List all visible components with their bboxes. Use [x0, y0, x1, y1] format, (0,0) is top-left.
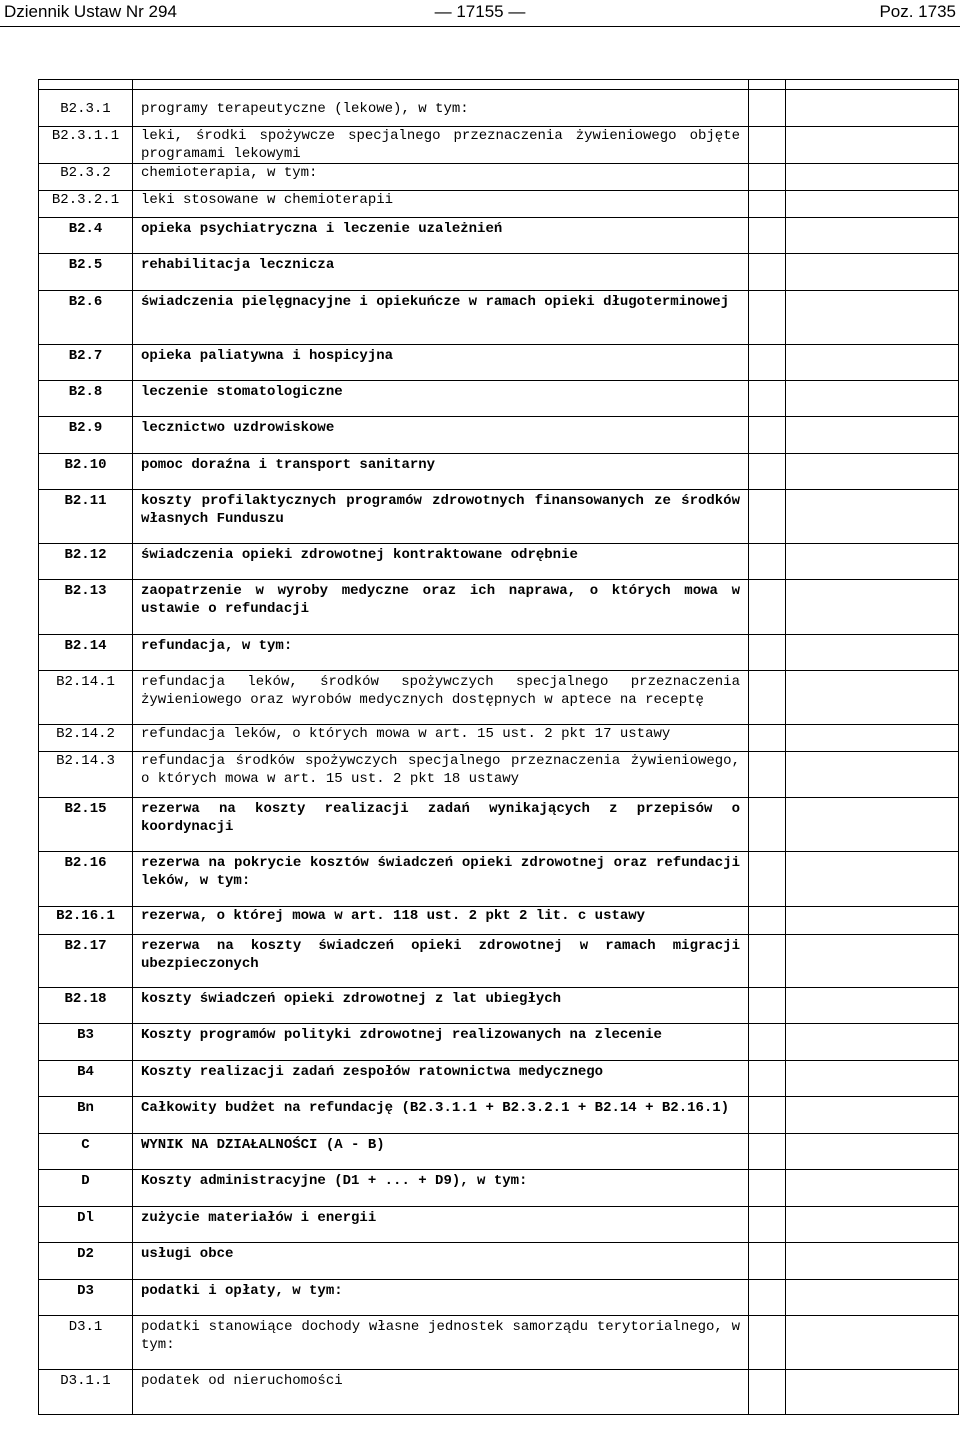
row-code-cell [39, 254, 133, 291]
table-row [39, 291, 959, 345]
table-row [39, 544, 959, 580]
table-row [39, 1243, 959, 1280]
row-description-cell [133, 164, 749, 191]
row-description-cell [133, 90, 749, 127]
page-header [0, 0, 960, 27]
row-code: Bn [77, 1100, 94, 1116]
empty-cell [786, 1207, 959, 1243]
row-description: rezerwa na koszty realizacji zadań wynikających z przepisów o koordynacji [141, 801, 740, 835]
row-description: rezerwa na koszty świadczeń opieki zdrowotnej w ramach migracji ubezpieczonych [141, 938, 740, 972]
empty-cell [786, 1316, 959, 1370]
empty-cell [749, 90, 786, 127]
row-description: rezerwa, o której mowa w art. 118 ust. 2 pkt 2 lit. c ustawy [141, 908, 646, 924]
table-row [39, 1280, 959, 1316]
empty-cell [749, 1097, 786, 1134]
empty-cell [749, 1280, 786, 1316]
empty-cell [749, 164, 786, 191]
empty-cell [749, 291, 786, 345]
table-row [39, 191, 959, 218]
row-code-cell [39, 90, 133, 127]
row-description-cell [133, 1207, 749, 1243]
empty-cell [749, 80, 786, 90]
empty-cell [786, 291, 959, 345]
empty-cell [786, 381, 959, 417]
row-code-cell [39, 580, 133, 635]
row-description: zaopatrzenie w wyroby medyczne oraz ich naprawa, o których mowa w ustawie o refundacji [141, 583, 740, 617]
row-description: usługi obce [141, 1246, 234, 1262]
table-row [39, 935, 959, 988]
row-code-cell [39, 454, 133, 490]
table-row [39, 254, 959, 291]
row-description-cell [133, 580, 749, 635]
empty-cell [749, 798, 786, 852]
empty-cell [786, 1280, 959, 1316]
row-code-cell [39, 635, 133, 671]
table-row [39, 90, 959, 127]
empty-cell [749, 752, 786, 798]
row-description-cell [133, 454, 749, 490]
row-description-cell [133, 1370, 749, 1415]
empty-cell [749, 580, 786, 635]
empty-cell [749, 254, 786, 291]
empty-cell [786, 127, 959, 164]
row-description: podatek od nieruchomości [141, 1373, 343, 1389]
empty-cell [749, 671, 786, 725]
row-code: C [81, 1137, 90, 1153]
row-code-cell [39, 1207, 133, 1243]
empty-cell [749, 1207, 786, 1243]
row-description: opieka psychiatryczna i leczenie uzależnień [141, 221, 503, 237]
row-code-cell [39, 191, 133, 218]
row-description-cell [133, 1134, 749, 1170]
row-code-cell [39, 1370, 133, 1415]
table-row [39, 1061, 959, 1097]
empty-cell [749, 490, 786, 544]
empty-cell [749, 544, 786, 580]
empty-cell [786, 1097, 959, 1134]
table-row [39, 417, 959, 454]
row-code: B2.3.2.1 [51, 192, 120, 208]
empty-cell [786, 417, 959, 454]
row-description-cell [133, 218, 749, 254]
row-code: B2.3.2 [60, 165, 111, 181]
table-body [39, 80, 959, 1415]
row-code: B2.6 [68, 294, 103, 310]
row-code-cell [39, 1170, 133, 1207]
row-description: zużycie materiałów i energii [141, 1210, 377, 1226]
row-code: D [81, 1173, 90, 1189]
table-row [39, 218, 959, 254]
empty-cell [786, 490, 959, 544]
row-code: B2.14.2 [56, 726, 115, 742]
row-code-cell [39, 725, 133, 752]
empty-cell [749, 907, 786, 935]
row-description-cell [133, 345, 749, 381]
empty-cell [786, 1134, 959, 1170]
empty-cell [786, 191, 959, 218]
row-description-cell [133, 381, 749, 417]
row-description: Całkowity budżet na refundację (B2.3.1.1 + B2.3.2.1 + B2.14 + B2.16.1) [141, 1100, 730, 1116]
position-number: Poz. 1735 [879, 2, 956, 21]
row-code-cell [39, 1061, 133, 1097]
row-description: pomoc doraźna i transport sanitarny [141, 457, 436, 473]
row-code: B2.11 [64, 493, 107, 509]
empty-cell [749, 1316, 786, 1370]
empty-cell [786, 1243, 959, 1280]
table-row [39, 80, 959, 90]
empty-cell [786, 1370, 959, 1415]
table-row [39, 164, 959, 191]
table-row [39, 381, 959, 417]
row-code: B2.5 [68, 257, 103, 273]
row-code: Dl [77, 1210, 94, 1226]
row-code: B2.12 [64, 547, 107, 563]
empty-cell [749, 345, 786, 381]
row-code-cell [39, 291, 133, 345]
row-description-cell [133, 1243, 749, 1280]
row-code: D3.1 [68, 1319, 103, 1335]
table-row [39, 1207, 959, 1243]
row-code: B2.18 [64, 991, 107, 1007]
row-description-cell [133, 935, 749, 988]
row-code: D3 [77, 1283, 94, 1299]
empty-cell [749, 218, 786, 254]
empty-cell [786, 907, 959, 935]
empty-cell [786, 1170, 959, 1207]
table-row [39, 127, 959, 164]
row-code: B2.3.1 [60, 101, 111, 117]
row-code-cell [39, 345, 133, 381]
empty-cell [786, 671, 959, 725]
row-description-cell [133, 291, 749, 345]
empty-cell [749, 725, 786, 752]
empty-cell [786, 635, 959, 671]
table-row [39, 907, 959, 935]
row-description-cell [133, 1316, 749, 1370]
empty-cell [749, 1024, 786, 1061]
row-description-cell [133, 1097, 749, 1134]
empty-cell [749, 454, 786, 490]
row-code-cell [39, 127, 133, 164]
row-description: rezerwa na pokrycie kosztów świadczeń opieki zdrowotnej oraz refundacji leków, w tym: [141, 855, 740, 889]
row-description: podatki i opłaty, w tym: [141, 1283, 343, 1299]
empty-cell [786, 580, 959, 635]
row-description: koszty świadczeń opieki zdrowotnej z lat ubiegłych [141, 991, 562, 1007]
empty-cell [749, 852, 786, 907]
empty-cell [786, 935, 959, 988]
row-description-cell [133, 1024, 749, 1061]
page-number: — 17155 — [434, 2, 526, 21]
row-code: B3 [77, 1027, 94, 1043]
row-description-cell [133, 490, 749, 544]
row-code-cell [39, 164, 133, 191]
empty-cell [786, 1061, 959, 1097]
empty-cell [786, 80, 959, 90]
row-description: refundacja, w tym: [141, 638, 293, 654]
table-row [39, 1370, 959, 1415]
row-code: B2.14.1 [56, 674, 115, 690]
row-description: lecznictwo uzdrowiskowe [141, 420, 335, 436]
table-row [39, 752, 959, 798]
empty-cell [749, 191, 786, 218]
row-description: WYNIK NA DZIAŁALNOŚCI (A - B) [141, 1137, 385, 1153]
row-code-cell [39, 852, 133, 907]
row-code-cell [39, 1024, 133, 1061]
row-description-cell [133, 1061, 749, 1097]
row-code-cell [39, 988, 133, 1024]
empty-cell [786, 345, 959, 381]
row-code-cell [39, 1280, 133, 1316]
row-description-cell [133, 671, 749, 725]
empty-cell [786, 852, 959, 907]
row-description-cell [133, 1170, 749, 1207]
row-code-cell [39, 752, 133, 798]
empty-cell [749, 635, 786, 671]
empty-cell [786, 544, 959, 580]
table-row [39, 1134, 959, 1170]
row-description: świadczenia opieki zdrowotnej kontraktowane odrębnie [141, 547, 578, 563]
row-code-cell [39, 490, 133, 544]
row-description: świadczenia pielęgnacyjne i opiekuńcze w ramach opieki długoterminowej [141, 294, 730, 310]
table-row [39, 635, 959, 671]
row-code-cell [39, 381, 133, 417]
row-description: refundacja leków, środków spożywczych specjalnego przeznaczenia żywieniowego oraz wyrobów medycznych dostępnych w aptece na receptę [141, 674, 740, 708]
table-row [39, 1170, 959, 1207]
empty-cell [786, 798, 959, 852]
row-description: refundacja środków spożywczych specjalnego przeznaczenia żywieniowego, o których mowa w art. 15 ust. 2 pkt 18 ustawy [141, 753, 740, 787]
row-description: leki stosowane w chemioterapii [141, 192, 394, 208]
row-description: leczenie stomatologiczne [141, 384, 343, 400]
table-row [39, 490, 959, 544]
row-description: refundacja leków, o których mowa w art. 15 ust. 2 pkt 17 ustawy [141, 726, 671, 742]
row-code-cell [39, 417, 133, 454]
row-description: podatki stanowiące dochody własne jednostek samorządu terytorialnego, w tym: [141, 1319, 740, 1353]
row-code: B4 [77, 1064, 94, 1080]
row-code: B2.9 [68, 420, 103, 436]
row-code: B2.7 [68, 348, 103, 364]
table-row [39, 671, 959, 725]
table-row [39, 1316, 959, 1370]
row-code: B2.3.1.1 [51, 128, 120, 144]
table-row [39, 725, 959, 752]
row-description: rehabilitacja lecznicza [141, 257, 335, 273]
row-description-cell [133, 127, 749, 164]
row-description: chemioterapia, w tym: [141, 165, 318, 181]
empty-cell [786, 454, 959, 490]
row-code: B2.14.3 [56, 753, 115, 769]
table-row [39, 1024, 959, 1061]
empty-cell [786, 254, 959, 291]
empty-cell [786, 218, 959, 254]
empty-cell [749, 1243, 786, 1280]
row-description-cell [133, 798, 749, 852]
empty-cell [749, 1134, 786, 1170]
row-description: leki, środki spożywcze specjalnego przeznaczenia żywieniowego objęte programami lekowymi [141, 128, 740, 162]
row-code-cell [39, 935, 133, 988]
row-description: programy terapeutyczne (lekowe), w tym: [141, 101, 469, 117]
row-code: B2.4 [68, 221, 103, 237]
row-code: D3.1.1 [60, 1373, 111, 1389]
table-row [39, 798, 959, 852]
empty-cell [786, 752, 959, 798]
row-code-cell [39, 798, 133, 852]
empty-cell [786, 90, 959, 127]
empty-cell [749, 935, 786, 988]
table-row [39, 454, 959, 490]
row-code-cell [39, 1097, 133, 1134]
row-description-cell [133, 852, 749, 907]
row-description-cell [133, 417, 749, 454]
row-description-cell [133, 752, 749, 798]
empty-cell [749, 1370, 786, 1415]
row-code-cell [39, 1316, 133, 1370]
row-description-cell [133, 725, 749, 752]
row-code: B2.15 [64, 801, 107, 817]
empty-cell [786, 164, 959, 191]
empty-cell [749, 127, 786, 164]
row-description-cell [133, 544, 749, 580]
row-code: B2.17 [64, 938, 107, 954]
empty-cell [786, 725, 959, 752]
row-description-cell [133, 80, 749, 90]
table-row [39, 852, 959, 907]
row-description-cell [133, 191, 749, 218]
row-code: B2.16 [64, 855, 107, 871]
row-description: Koszty administracyjne (D1 + ... + D9), w tym: [141, 1173, 528, 1189]
row-code: B2.13 [64, 583, 107, 599]
row-code: D2 [77, 1246, 94, 1262]
row-description-cell [133, 1280, 749, 1316]
row-code: B2.8 [68, 384, 103, 400]
empty-cell [786, 1024, 959, 1061]
empty-cell [749, 417, 786, 454]
empty-cell [786, 988, 959, 1024]
row-code-cell [39, 80, 133, 90]
journal-title: Dziennik Ustaw Nr 294 [4, 2, 177, 21]
row-code-cell [39, 907, 133, 935]
row-description-cell [133, 635, 749, 671]
row-code: B2.14 [64, 638, 107, 654]
row-code-cell [39, 1134, 133, 1170]
row-code-cell [39, 1243, 133, 1280]
table-row [39, 988, 959, 1024]
row-description-cell [133, 907, 749, 935]
row-code: B2.16.1 [56, 908, 115, 924]
row-code-cell [39, 671, 133, 725]
row-description-cell [133, 988, 749, 1024]
row-code-cell [39, 544, 133, 580]
empty-cell [749, 1061, 786, 1097]
table-row [39, 1097, 959, 1134]
row-code-cell [39, 218, 133, 254]
row-code: B2.10 [64, 457, 107, 473]
table-row [39, 345, 959, 381]
row-description: Koszty realizacji zadań zespołów ratownictwa medycznego [141, 1064, 604, 1080]
row-description: opieka paliatywna i hospicyjna [141, 348, 394, 364]
empty-cell [749, 988, 786, 1024]
table-row [39, 580, 959, 635]
row-description: Koszty programów polityki zdrowotnej realizowanych na zlecenie [141, 1027, 662, 1043]
row-description: koszty profilaktycznych programów zdrowotnych finansowanych ze środków własnych Funduszu [141, 493, 740, 527]
empty-cell [749, 381, 786, 417]
empty-cell [749, 1170, 786, 1207]
row-description-cell [133, 254, 749, 291]
budget-table [38, 79, 959, 1415]
